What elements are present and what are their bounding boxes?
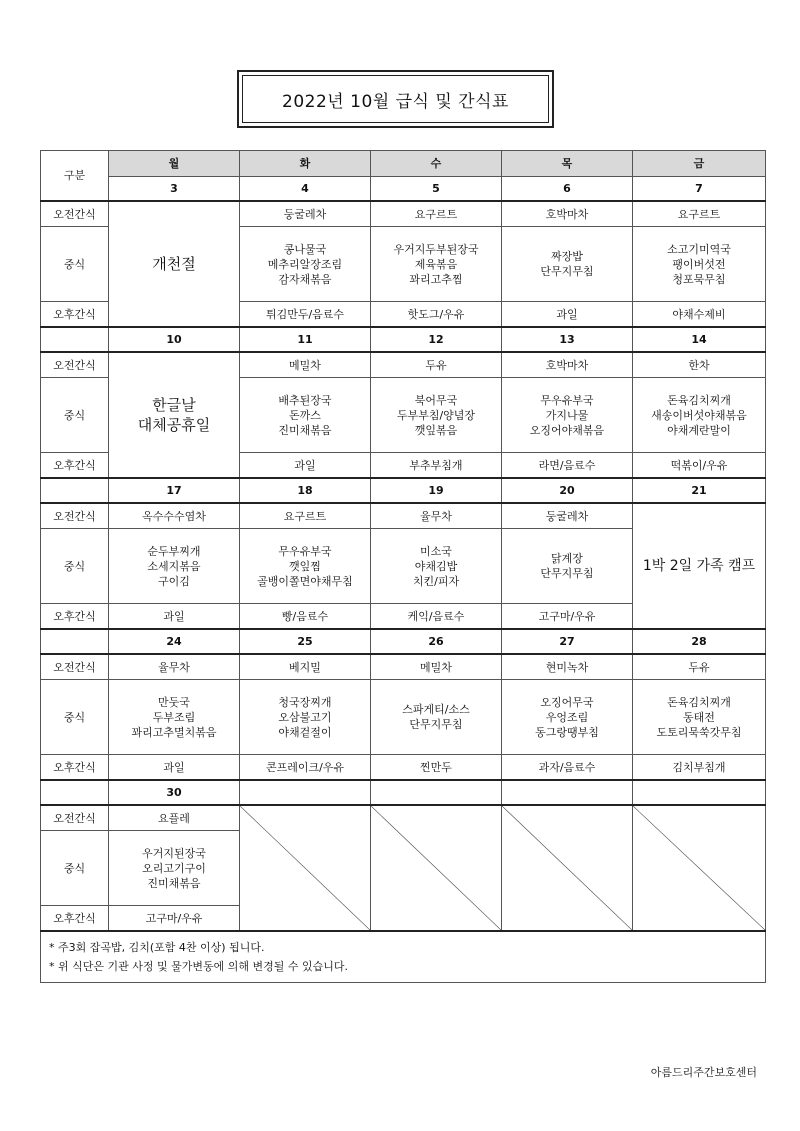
menu-item: 닭계장 bbox=[551, 552, 583, 565]
menu-item: 진미채볶음 bbox=[147, 876, 201, 890]
date-cell: 26 bbox=[371, 629, 502, 654]
holiday-name: 한글날 bbox=[152, 396, 196, 414]
empty-diagonal-cell bbox=[240, 805, 371, 931]
lunch-cell bbox=[502, 529, 633, 604]
lunch-cell bbox=[633, 227, 766, 302]
pm-snack-cell: 고구마/우유 bbox=[502, 604, 633, 630]
lunch-label: 중식 bbox=[41, 378, 109, 453]
lunch-cell bbox=[109, 831, 240, 906]
weekday-tue: 화 bbox=[240, 151, 371, 177]
menu-item: 메추리알장조림 bbox=[267, 257, 343, 271]
menu-item: 야채겉절이 bbox=[278, 725, 332, 739]
blank-cell bbox=[41, 478, 109, 503]
menu-item: 가지나물 bbox=[545, 408, 589, 422]
menu-item: 오삼불고기 bbox=[278, 710, 332, 724]
am-snack-cell: 한차 bbox=[633, 352, 766, 378]
date-cell: 30 bbox=[109, 780, 240, 805]
menu-item: 새송이버섯야채볶음 bbox=[651, 408, 747, 422]
lunch-label: 중식 bbox=[41, 227, 109, 302]
am-snack-cell: 호박마차 bbox=[502, 201, 633, 227]
menu-item: 돈까스 bbox=[289, 408, 321, 422]
am-snack-cell: 요플레 bbox=[109, 805, 240, 831]
lunch-cell bbox=[502, 680, 633, 755]
pm-snack-cell: 과일 bbox=[109, 755, 240, 781]
menu-item: 감자채볶음 bbox=[278, 272, 332, 286]
am-snack-cell: 호박마차 bbox=[502, 352, 633, 378]
pm-snack-cell: 떡볶이/우유 bbox=[633, 453, 766, 479]
menu-item: 콩나물국 bbox=[283, 242, 327, 256]
menu-item: 치킨/피자 bbox=[412, 574, 460, 588]
menu-item: 우거지두부된장국 bbox=[393, 242, 479, 256]
am-snack-label: 오전간식 bbox=[41, 352, 109, 378]
pm-snack-cell: 김치부침개 bbox=[633, 755, 766, 781]
category-header: 구분 bbox=[41, 151, 109, 202]
am-snack-cell: 베지밀 bbox=[240, 654, 371, 680]
am-snack-cell: 율무차 bbox=[109, 654, 240, 680]
menu-item: 청국장찌개 bbox=[278, 695, 332, 709]
am-snack-cell: 둥굴레차 bbox=[240, 201, 371, 227]
date-cell: 18 bbox=[240, 478, 371, 503]
lunch-cell bbox=[371, 378, 502, 453]
title-box bbox=[237, 70, 554, 128]
blank-cell bbox=[41, 327, 109, 352]
pm-snack-label: 오후간식 bbox=[41, 302, 109, 328]
date-cell: 27 bbox=[502, 629, 633, 654]
lunch-cell bbox=[240, 680, 371, 755]
menu-item: 오리고기구이 bbox=[142, 861, 206, 875]
am-snack-cell: 둥굴레차 bbox=[502, 503, 633, 529]
lunch-cell bbox=[633, 378, 766, 453]
lunch-cell bbox=[371, 227, 502, 302]
am-snack-cell: 메밀차 bbox=[371, 654, 502, 680]
date-cell: 3 bbox=[109, 177, 240, 202]
blank-cell bbox=[41, 780, 109, 805]
date-cell: 19 bbox=[371, 478, 502, 503]
pm-snack-label: 오후간식 bbox=[41, 906, 109, 932]
weekday-wed: 수 bbox=[371, 151, 502, 177]
menu-item: 미소국 bbox=[420, 544, 452, 558]
menu-item: 야채계란말이 bbox=[667, 423, 731, 437]
weekday-mon: 월 bbox=[109, 151, 240, 177]
empty-diagonal-cell bbox=[371, 805, 502, 931]
lunch-cell bbox=[371, 529, 502, 604]
menu-item: 도토리묵쑥갓무침 bbox=[656, 725, 742, 739]
date-cell: 7 bbox=[633, 177, 766, 202]
menu-item: 단무지무침 bbox=[540, 265, 594, 278]
am-snack-label: 오전간식 bbox=[41, 201, 109, 227]
am-snack-label: 오전간식 bbox=[41, 503, 109, 529]
menu-item: 우거지된장국 bbox=[142, 846, 206, 860]
am-snack-cell: 두유 bbox=[633, 654, 766, 680]
pm-snack-label: 오후간식 bbox=[41, 453, 109, 479]
am-snack-cell: 현미녹차 bbox=[502, 654, 633, 680]
date-cell: 17 bbox=[109, 478, 240, 503]
menu-item: 배추된장국 bbox=[278, 393, 332, 407]
diagonal-line bbox=[371, 806, 501, 930]
date-cell: 25 bbox=[240, 629, 371, 654]
lunch-cell bbox=[371, 680, 502, 755]
pm-snack-cell: 핫도그/우유 bbox=[371, 302, 502, 328]
menu-item: 청포묵무침 bbox=[672, 272, 726, 286]
lunch-cell bbox=[240, 227, 371, 302]
menu-item: 스파게티/소스 bbox=[402, 703, 470, 716]
am-snack-cell: 메밀차 bbox=[240, 352, 371, 378]
am-snack-cell: 요구르트 bbox=[240, 503, 371, 529]
am-snack-cell: 요구르트 bbox=[633, 201, 766, 227]
menu-item: 돈육김치찌개 bbox=[667, 695, 731, 709]
menu-item: 야채김밥 bbox=[414, 559, 458, 573]
menu-item: 소고기미역국 bbox=[667, 242, 731, 256]
date-cell: 14 bbox=[633, 327, 766, 352]
am-snack-cell: 요구르트 bbox=[371, 201, 502, 227]
menu-item: 동태전 bbox=[683, 710, 715, 724]
pm-snack-cell: 찐만두 bbox=[371, 755, 502, 781]
pm-snack-cell: 빵/음료수 bbox=[240, 604, 371, 630]
menu-item: 오징어무국 bbox=[540, 695, 594, 709]
diagonal-line bbox=[502, 806, 632, 930]
menu-item: 만둣국 bbox=[158, 695, 190, 709]
menu-item: 우엉조림 bbox=[545, 710, 589, 724]
menu-item: 두부조림 bbox=[152, 710, 196, 724]
pm-snack-cell: 튀김만두/음료수 bbox=[240, 302, 371, 328]
menu-item: 무우유부국 bbox=[540, 393, 594, 407]
date-cell: 6 bbox=[502, 177, 633, 202]
pm-snack-cell: 과일 bbox=[109, 604, 240, 630]
weekday-fri: 금 bbox=[633, 151, 766, 177]
menu-item: 꽈리고추찜 bbox=[409, 272, 463, 286]
diagonal-line bbox=[240, 806, 370, 930]
menu-item: 깻잎찜 bbox=[289, 559, 321, 573]
menu-item: 동그랑땡부침 bbox=[535, 725, 599, 739]
date-cell: 11 bbox=[240, 327, 371, 352]
diagonal-line bbox=[633, 806, 765, 930]
am-snack-cell: 율무차 bbox=[371, 503, 502, 529]
blank-cell bbox=[41, 629, 109, 654]
weekday-thu: 목 bbox=[502, 151, 633, 177]
am-snack-label: 오전간식 bbox=[41, 805, 109, 831]
date-cell: 21 bbox=[633, 478, 766, 503]
pm-snack-cell: 과자/음료수 bbox=[502, 755, 633, 781]
menu-item: 제육볶음 bbox=[414, 257, 458, 271]
lunch-cell bbox=[633, 680, 766, 755]
menu-item: 팽이버섯전 bbox=[672, 257, 726, 271]
empty-diagonal-cell bbox=[633, 805, 766, 931]
note-line: * 위 식단은 기관 사정 및 물가변동에 의해 변경될 수 있습니다. bbox=[49, 960, 348, 973]
event-cell: 1박 2일 가족 캠프 bbox=[633, 503, 766, 629]
lunch-label: 중식 bbox=[41, 529, 109, 604]
menu-item: 오징어야채볶음 bbox=[529, 423, 605, 437]
pm-snack-cell: 라면/음료수 bbox=[502, 453, 633, 479]
lunch-cell bbox=[109, 680, 240, 755]
lunch-cell bbox=[240, 529, 371, 604]
menu-item: 단무지무침 bbox=[409, 718, 463, 731]
blank-cell bbox=[371, 780, 502, 805]
menu-item: 돈육김치찌개 bbox=[667, 393, 731, 407]
menu-item: 진미채볶음 bbox=[278, 423, 332, 437]
menu-item: 북어무국 bbox=[414, 393, 458, 407]
date-cell: 10 bbox=[109, 327, 240, 352]
meal-table bbox=[40, 150, 766, 983]
empty-diagonal-cell bbox=[502, 805, 633, 931]
blank-cell bbox=[502, 780, 633, 805]
am-snack-label: 오전간식 bbox=[41, 654, 109, 680]
pm-snack-cell: 과일 bbox=[240, 453, 371, 479]
date-cell: 13 bbox=[502, 327, 633, 352]
menu-item: 무우유부국 bbox=[278, 544, 332, 558]
lunch-cell bbox=[240, 378, 371, 453]
am-snack-cell: 두유 bbox=[371, 352, 502, 378]
lunch-cell bbox=[502, 378, 633, 453]
holiday-name: 대체공휴일 bbox=[137, 416, 211, 434]
pm-snack-label: 오후간식 bbox=[41, 604, 109, 630]
pm-snack-label: 오후간식 bbox=[41, 755, 109, 781]
menu-item: 구이김 bbox=[158, 574, 190, 588]
date-cell: 24 bbox=[109, 629, 240, 654]
lunch-label: 중식 bbox=[41, 680, 109, 755]
menu-item: 소세지볶음 bbox=[147, 559, 201, 573]
holiday-cell: 개천절 bbox=[109, 201, 240, 327]
date-cell: 28 bbox=[633, 629, 766, 654]
holiday-cell bbox=[109, 352, 240, 478]
menu-item: 순두부찌개 bbox=[147, 544, 201, 558]
date-cell: 5 bbox=[371, 177, 502, 202]
date-cell: 12 bbox=[371, 327, 502, 352]
pm-snack-cell: 고구마/우유 bbox=[109, 906, 240, 932]
pm-snack-cell: 야채수제비 bbox=[633, 302, 766, 328]
menu-item: 꽈리고추멸치볶음 bbox=[131, 725, 217, 739]
am-snack-cell: 옥수수수염차 bbox=[109, 503, 240, 529]
menu-item: 골뱅이쫄면야채무침 bbox=[257, 574, 353, 588]
date-cell: 20 bbox=[502, 478, 633, 503]
blank-cell bbox=[633, 780, 766, 805]
pm-snack-cell: 케익/음료수 bbox=[371, 604, 502, 630]
date-cell: 4 bbox=[240, 177, 371, 202]
notes-box bbox=[41, 931, 766, 983]
menu-item: 단무지무침 bbox=[540, 567, 594, 580]
page-title: 2022년 10월 급식 및 간식표 bbox=[242, 75, 549, 123]
blank-cell bbox=[240, 780, 371, 805]
menu-item: 깻잎볶음 bbox=[414, 423, 458, 437]
lunch-label: 중식 bbox=[41, 831, 109, 906]
note-line: * 주3회 잡곡밥, 김치(포함 4찬 이상) 됩니다. bbox=[49, 941, 265, 954]
lunch-cell bbox=[109, 529, 240, 604]
lunch-cell bbox=[502, 227, 633, 302]
pm-snack-cell: 과일 bbox=[502, 302, 633, 328]
pm-snack-cell: 부추부침개 bbox=[371, 453, 502, 479]
menu-item: 짜장밥 bbox=[551, 250, 583, 263]
center-name: 아름드리주간보호센터 bbox=[650, 1066, 757, 1079]
menu-item: 두부부침/양념장 bbox=[396, 408, 476, 422]
pm-snack-cell: 콘프레이크/우유 bbox=[240, 755, 371, 781]
